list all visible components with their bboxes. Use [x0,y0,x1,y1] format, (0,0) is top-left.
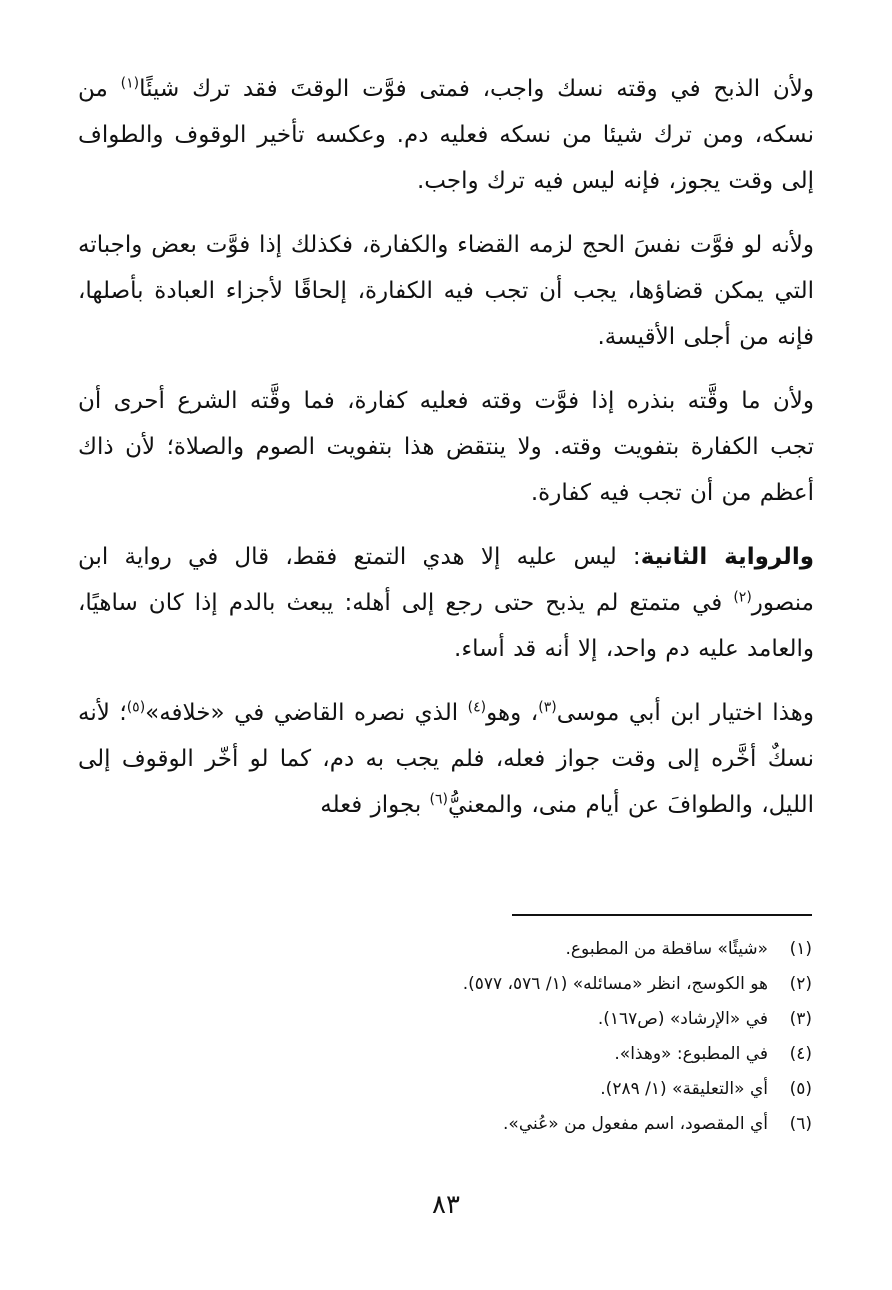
paragraph [78,378,814,516]
footnote [92,932,812,967]
footnote [92,1002,812,1037]
footnote-ref[interactable]: (٦) [429,791,449,808]
paragraph-text: ولأن الذبح في وقته نسك واجب، فمتى فوَّت الوقتَ فقد ترك شيئًا [139,76,815,102]
paragraph [78,534,814,672]
paragraph-text: بجواز فعله [320,792,430,818]
footnote-ref[interactable]: (٢) [733,589,752,606]
footnote [92,1072,812,1107]
main-text [78,66,814,846]
footnote-ref[interactable]: (١) [120,75,140,92]
paragraph-text: في متمتع لم يذبح حتى رجع إلى أهله: يبعث بالدم إذا كان ساهيًا، والعامد عليه دم واحد، إلا أنه قد أساء. [78,590,814,662]
footnote-text: في «الإرشاد» (ص١٦٧). [597,1009,768,1029]
footnote-text: أي المقصود، اسم مفعول من «عُني». [503,1114,768,1134]
footnote [92,1037,812,1072]
paragraph [78,66,814,204]
paragraph-text: من نسكه، ومن ترك شيئا من نسكه فعليه دم. وعكسه تأخير الوقوف والطواف إلى وقت يجوز، فإنه ليس فيه ترك واجب. [78,76,814,194]
footnote [92,1107,812,1142]
footnote-number: (٣) [789,1009,812,1029]
footnotes [92,932,812,1142]
footnote-number: (٤) [789,1044,812,1064]
footnote-number: (٥) [789,1079,812,1099]
footnote-ref[interactable]: (٥) [126,699,146,716]
paragraph [78,690,814,828]
paragraph-text: ولأنه لو فوَّت نفسَ الحج لزمه القضاء والكفارة، فكذلك إذا فوَّت بعض واجباته التي يمكن قضاؤها، يجب أن تجب فيه الكفارة، إلحاقًا لأجزاء العبادة بأصلها، فإنه من أجلى الأقيسة. [78,232,814,350]
footnote-text: في المطبوع: «وهذا». [614,1044,768,1064]
footnote-ref[interactable]: (٣) [538,699,557,716]
paragraph-lead: والرواية الثانية [640,544,815,570]
paragraph [78,222,814,360]
paragraph-text: وهذا اختيار ابن أبي موسى [556,700,814,726]
footnote-text: هو الكوسج، انظر «مسائله» (١/ ٥٧٦، ٥٧٧). [462,974,768,994]
paragraph-text: ، وهو [486,700,539,726]
footnote [92,967,812,1002]
paragraph-text: ولأن ما وقَّته بنذره إذا فوَّت وقته فعليه كفارة، فما وقَّته الشرع أحرى أن تجب الكفارة بتفويت وقته. ولا ينتقض هذا بتفويت الصوم والصلاة؛ لأن ذاك أعظم من أن تجب فيه كفارة. [78,388,814,506]
footnote-ref[interactable]: (٤) [467,699,487,716]
footnote-number: (١) [789,939,812,959]
footnote-text: أي «التعليقة» (١/ ٢٨٩). [600,1079,768,1099]
paragraph-text: ؛ لأنه نسكٌ أخَّره إلى وقت جواز فعله، فلم يجب به دم، كما لو أخّر الوقوف إلى الليل، والطوافَ عن أيام منى، والمعنيُّ [78,700,814,818]
paragraph-text: : ليس عليه إلا هدي التمتع فقط، قال في رواية ابن منصور [78,544,814,616]
paragraph-text: الذي نصره القاضي في «خلافه» [145,700,468,726]
footnote-text: «شيئًا» ساقطة من المطبوع. [565,939,768,959]
footnote-divider [512,914,812,916]
footnote-number: (٢) [789,974,812,994]
page-number: ٨٣ [432,1190,460,1220]
footnote-number: (٦) [789,1114,812,1134]
